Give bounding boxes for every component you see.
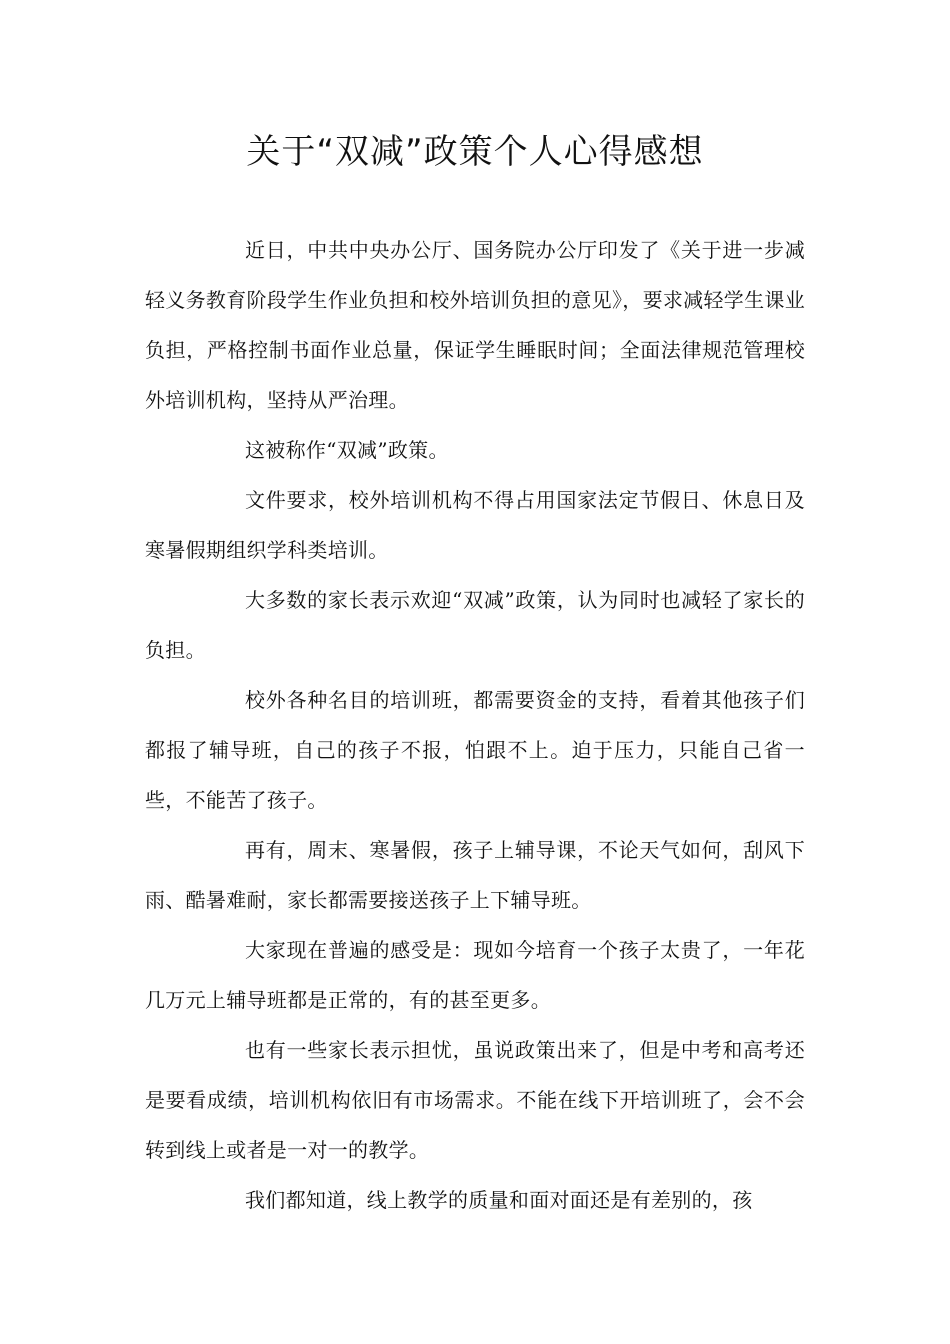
paragraph: 校外各种名目的培训班，都需要资金的支持，看着其他孩子们都报了辅导班，自己的孩子不报，怕跟不上。迫于压力，只能自己省一些，不能苦了孩子。 [145, 688, 805, 812]
paragraph: 文件要求，校外培训机构不得占用国家法定节假日、休息日及寒暑假期组织学科类培训。 [145, 488, 805, 562]
document-body [145, 225, 805, 1225]
paragraph: 大家现在普遍的感受是：现如今培育一个孩子太贵了，一年花几万元上辅导班都是正常的，有的甚至更多。 [145, 938, 805, 1012]
paragraph: 近日，中共中央办公厅、国务院办公厅印发了《关于进一步减轻义务教育阶段学生作业负担和校外培训负担的意见》，要求减轻学生课业负担，严格控制书面作业总量，保证学生睡眠时间；全面法律规范管理校外培训机构，坚持从严治理。 [145, 238, 805, 412]
paragraph: 也有一些家长表示担忧，虽说政策出来了，但是中考和高考还是要看成绩，培训机构依旧有市场需求。不能在线下开培训班了，会不会转到线上或者是一对一的教学。 [145, 1038, 805, 1162]
paragraph: 再有，周末、寒暑假，孩子上辅导课，不论天气如何，刮风下雨、酷暑难耐，家长都需要接送孩子上下辅导班。 [145, 838, 805, 912]
paragraph: 我们都知道，线上教学的质量和面对面还是有差别的，孩 [245, 1188, 753, 1212]
paragraph: 大多数的家长表示欢迎“双减”政策，认为同时也减轻了家长的负担。 [145, 588, 805, 662]
paragraph: 这被称作“双减”政策。 [245, 438, 449, 462]
document-title: 关于“双减”政策个人心得感想 [246, 132, 704, 172]
